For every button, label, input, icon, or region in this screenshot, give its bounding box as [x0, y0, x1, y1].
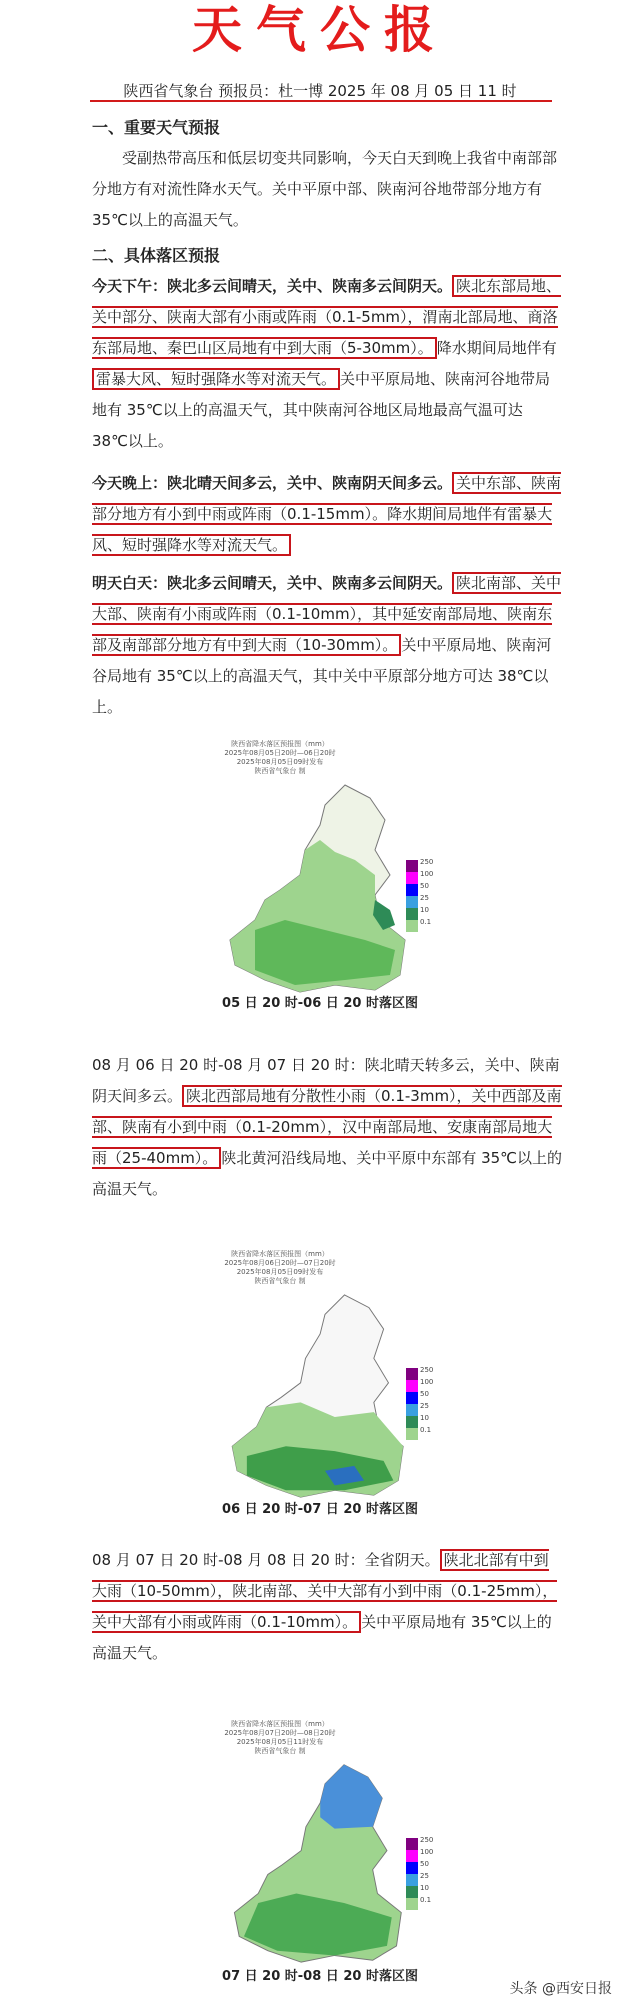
legend-swatch	[406, 1886, 418, 1898]
legend-label: 100	[420, 870, 434, 878]
highlight-box: 陕北北部有中到大雨（10-50mm），陕北南部、关中大部有小到中雨（0.1-25mm），关中大部有小雨或阵雨（0.1-10mm）。	[92, 1551, 558, 1631]
section1-text: 受副热带高压和低层切变共同影响，今天白天到晚上我省中南部部分地方有对流性降水天气。关中平原中部、陕南河谷地带部分地方有 35℃以上的高温天气。	[92, 149, 558, 229]
map-title: 陕西省降水落区预报图（mm）	[231, 1250, 329, 1258]
legend-label: 0.1	[420, 1896, 432, 1904]
precip-map-1	[0, 740, 640, 1020]
legend-swatch	[406, 1380, 418, 1392]
forecast-afternoon	[92, 271, 562, 457]
legend-label: 50	[420, 1860, 429, 1868]
map-caption: 07 日 20 时-08 日 20 时落区图	[222, 1969, 418, 1984]
text-span: 08 月 06 日 20 时-08 月 07 日 20 时：陕北晴天转多云，关中、陕南阴天间多云。	[92, 1056, 560, 1105]
map-legend	[406, 1836, 434, 1910]
legend-swatch	[406, 1404, 418, 1416]
legend-label: 25	[420, 1872, 429, 1880]
forecast-day3	[92, 1545, 562, 1669]
forecast-tonight	[92, 468, 562, 561]
legend-label: 250	[420, 1366, 434, 1374]
section2-heading: 二、具体落区预报	[92, 246, 221, 265]
map-legend	[406, 858, 434, 932]
legend-label: 100	[420, 1378, 434, 1386]
text-span: 关中平原局地、陕南河谷地带局地有 35℃以上的高温天气，其中陕南河谷地区局地最高气温可达 38℃以上。	[92, 370, 551, 450]
forecast-tomorrow-lead: 明天白天：陕北多云间晴天，关中、陕南多云间阴天。	[92, 574, 453, 592]
highlight-box: 雷暴大风、短时强降水等对流天气。	[92, 368, 340, 390]
map-title-block	[220, 1250, 340, 1286]
map-title-block	[220, 740, 340, 776]
map-agency: 陕西省气象台 制	[254, 767, 306, 775]
map-period: 2025年08月05日20时—06日20时	[224, 749, 336, 757]
legend-label: 100	[420, 1848, 434, 1856]
legend-label: 50	[420, 882, 429, 890]
map-issue: 2025年08月05日09时发布	[236, 758, 324, 766]
text-span: 关中平原局地有 35℃以上的高温天气。	[92, 1613, 552, 1662]
highlight-box: 陕北南部、关中大部、陕南有小雨或阵雨（0.1-10mm），其中延安南部局地、陕南东部及南部部分地方有中到大雨（10-30mm）。	[92, 574, 562, 654]
legend-swatch	[406, 908, 418, 920]
map-period: 2025年08月06日20时—07日20时	[224, 1259, 336, 1267]
legend-swatch	[406, 860, 418, 872]
map-shape	[225, 1760, 425, 1965]
legend-swatch	[406, 1428, 418, 1440]
forecast-tonight-lead: 今天晚上：陕北晴天间多云，关中、陕南阴天间多云。	[92, 474, 453, 492]
legend-swatch	[406, 1898, 418, 1910]
forecast-tomorrow	[92, 568, 562, 723]
legend-swatch	[406, 1874, 418, 1886]
text-span: 08 月 07 日 20 时-08 月 08 日 20 时：全省阴天。	[92, 1551, 440, 1569]
legend-swatch	[406, 920, 418, 932]
section1-heading: 一、重要天气预报	[92, 118, 221, 137]
forecast-day2	[92, 1050, 562, 1205]
legend-label: 10	[420, 1414, 429, 1422]
legend-swatch	[406, 872, 418, 884]
legend-label: 25	[420, 894, 429, 902]
map-agency: 陕西省气象台 制	[254, 1747, 306, 1755]
precip-map-2	[0, 1250, 640, 1520]
legend-swatch	[406, 1368, 418, 1380]
legend-label: 10	[420, 906, 429, 914]
legend-swatch	[406, 884, 418, 896]
legend-swatch	[406, 896, 418, 908]
legend-swatch	[406, 1416, 418, 1428]
map-caption: 06 日 20 时-07 日 20 时落区图	[222, 1502, 418, 1517]
legend-label: 250	[420, 1836, 434, 1844]
highlight-box: 关中东部、陕南部分地方有小到中雨或阵雨（0.1-15mm）。降水期间局地伴有雷暴大风、短时强降水等对流天气。	[92, 474, 562, 554]
precip-map-3	[0, 1720, 640, 1990]
page-title: 天气公报	[192, 0, 448, 59]
map-issue: 2025年08月05日11时发布	[236, 1738, 324, 1746]
map-title: 陕西省降水落区预报图（mm）	[231, 1720, 329, 1728]
map-title-block	[220, 1720, 340, 1756]
watermark: 头条 @西安日报	[509, 1981, 612, 1997]
legend-swatch	[406, 1850, 418, 1862]
legend-label: 250	[420, 858, 434, 866]
map-shape	[225, 1290, 425, 1500]
issue-meta: 陕西省气象台 预报员：杜一博 2025 年 08 月 05 日 11 时	[123, 82, 517, 100]
map-period: 2025年08月07日20时—08日20时	[224, 1729, 336, 1737]
legend-label: 50	[420, 1390, 429, 1398]
legend-label: 25	[420, 1402, 429, 1410]
legend-label: 10	[420, 1884, 429, 1892]
map-issue: 2025年08月05日09时发布	[236, 1268, 324, 1276]
text-span: 降水期间局地伴有	[436, 339, 557, 357]
legend-swatch	[406, 1392, 418, 1404]
map-agency: 陕西省气象台 制	[254, 1277, 306, 1285]
highlight-box: 陕北东部局地、关中部分、陕南大部有小雨或阵雨（0.1-5mm），渭南北部局地、商洛东部局地、秦巴山区局地有中到大雨（5-30mm）。	[92, 277, 562, 357]
map-shape	[225, 780, 425, 995]
map-caption: 05 日 20 时-06 日 20 时落区图	[222, 996, 418, 1011]
highlight-box: 陕北西部局地有分散性小雨（0.1-3mm），关中西部及南部、陕南有小到中雨（0.1-20mm），汉中南部局地、安康南部局地大雨（25-40mm）。	[92, 1087, 562, 1167]
legend-swatch	[406, 1838, 418, 1850]
text-span: 陕北黄河沿线局地、关中平原中东部有 35℃以上的高温天气。	[92, 1149, 563, 1198]
header-rule	[90, 100, 552, 102]
map-legend	[406, 1366, 434, 1440]
forecast-afternoon-lead: 今天下午：陕北多云间晴天，关中、陕南多云间阴天。	[92, 277, 453, 295]
legend-label: 0.1	[420, 1426, 432, 1434]
map-title: 陕西省降水落区预报图（mm）	[231, 740, 329, 748]
legend-swatch	[406, 1862, 418, 1874]
legend-label: 0.1	[420, 918, 432, 926]
text-span: 关中平原局地、陕南河谷局地有 35℃以上的高温天气，其中关中平原部分地方可达 38℃以上。	[92, 636, 552, 716]
